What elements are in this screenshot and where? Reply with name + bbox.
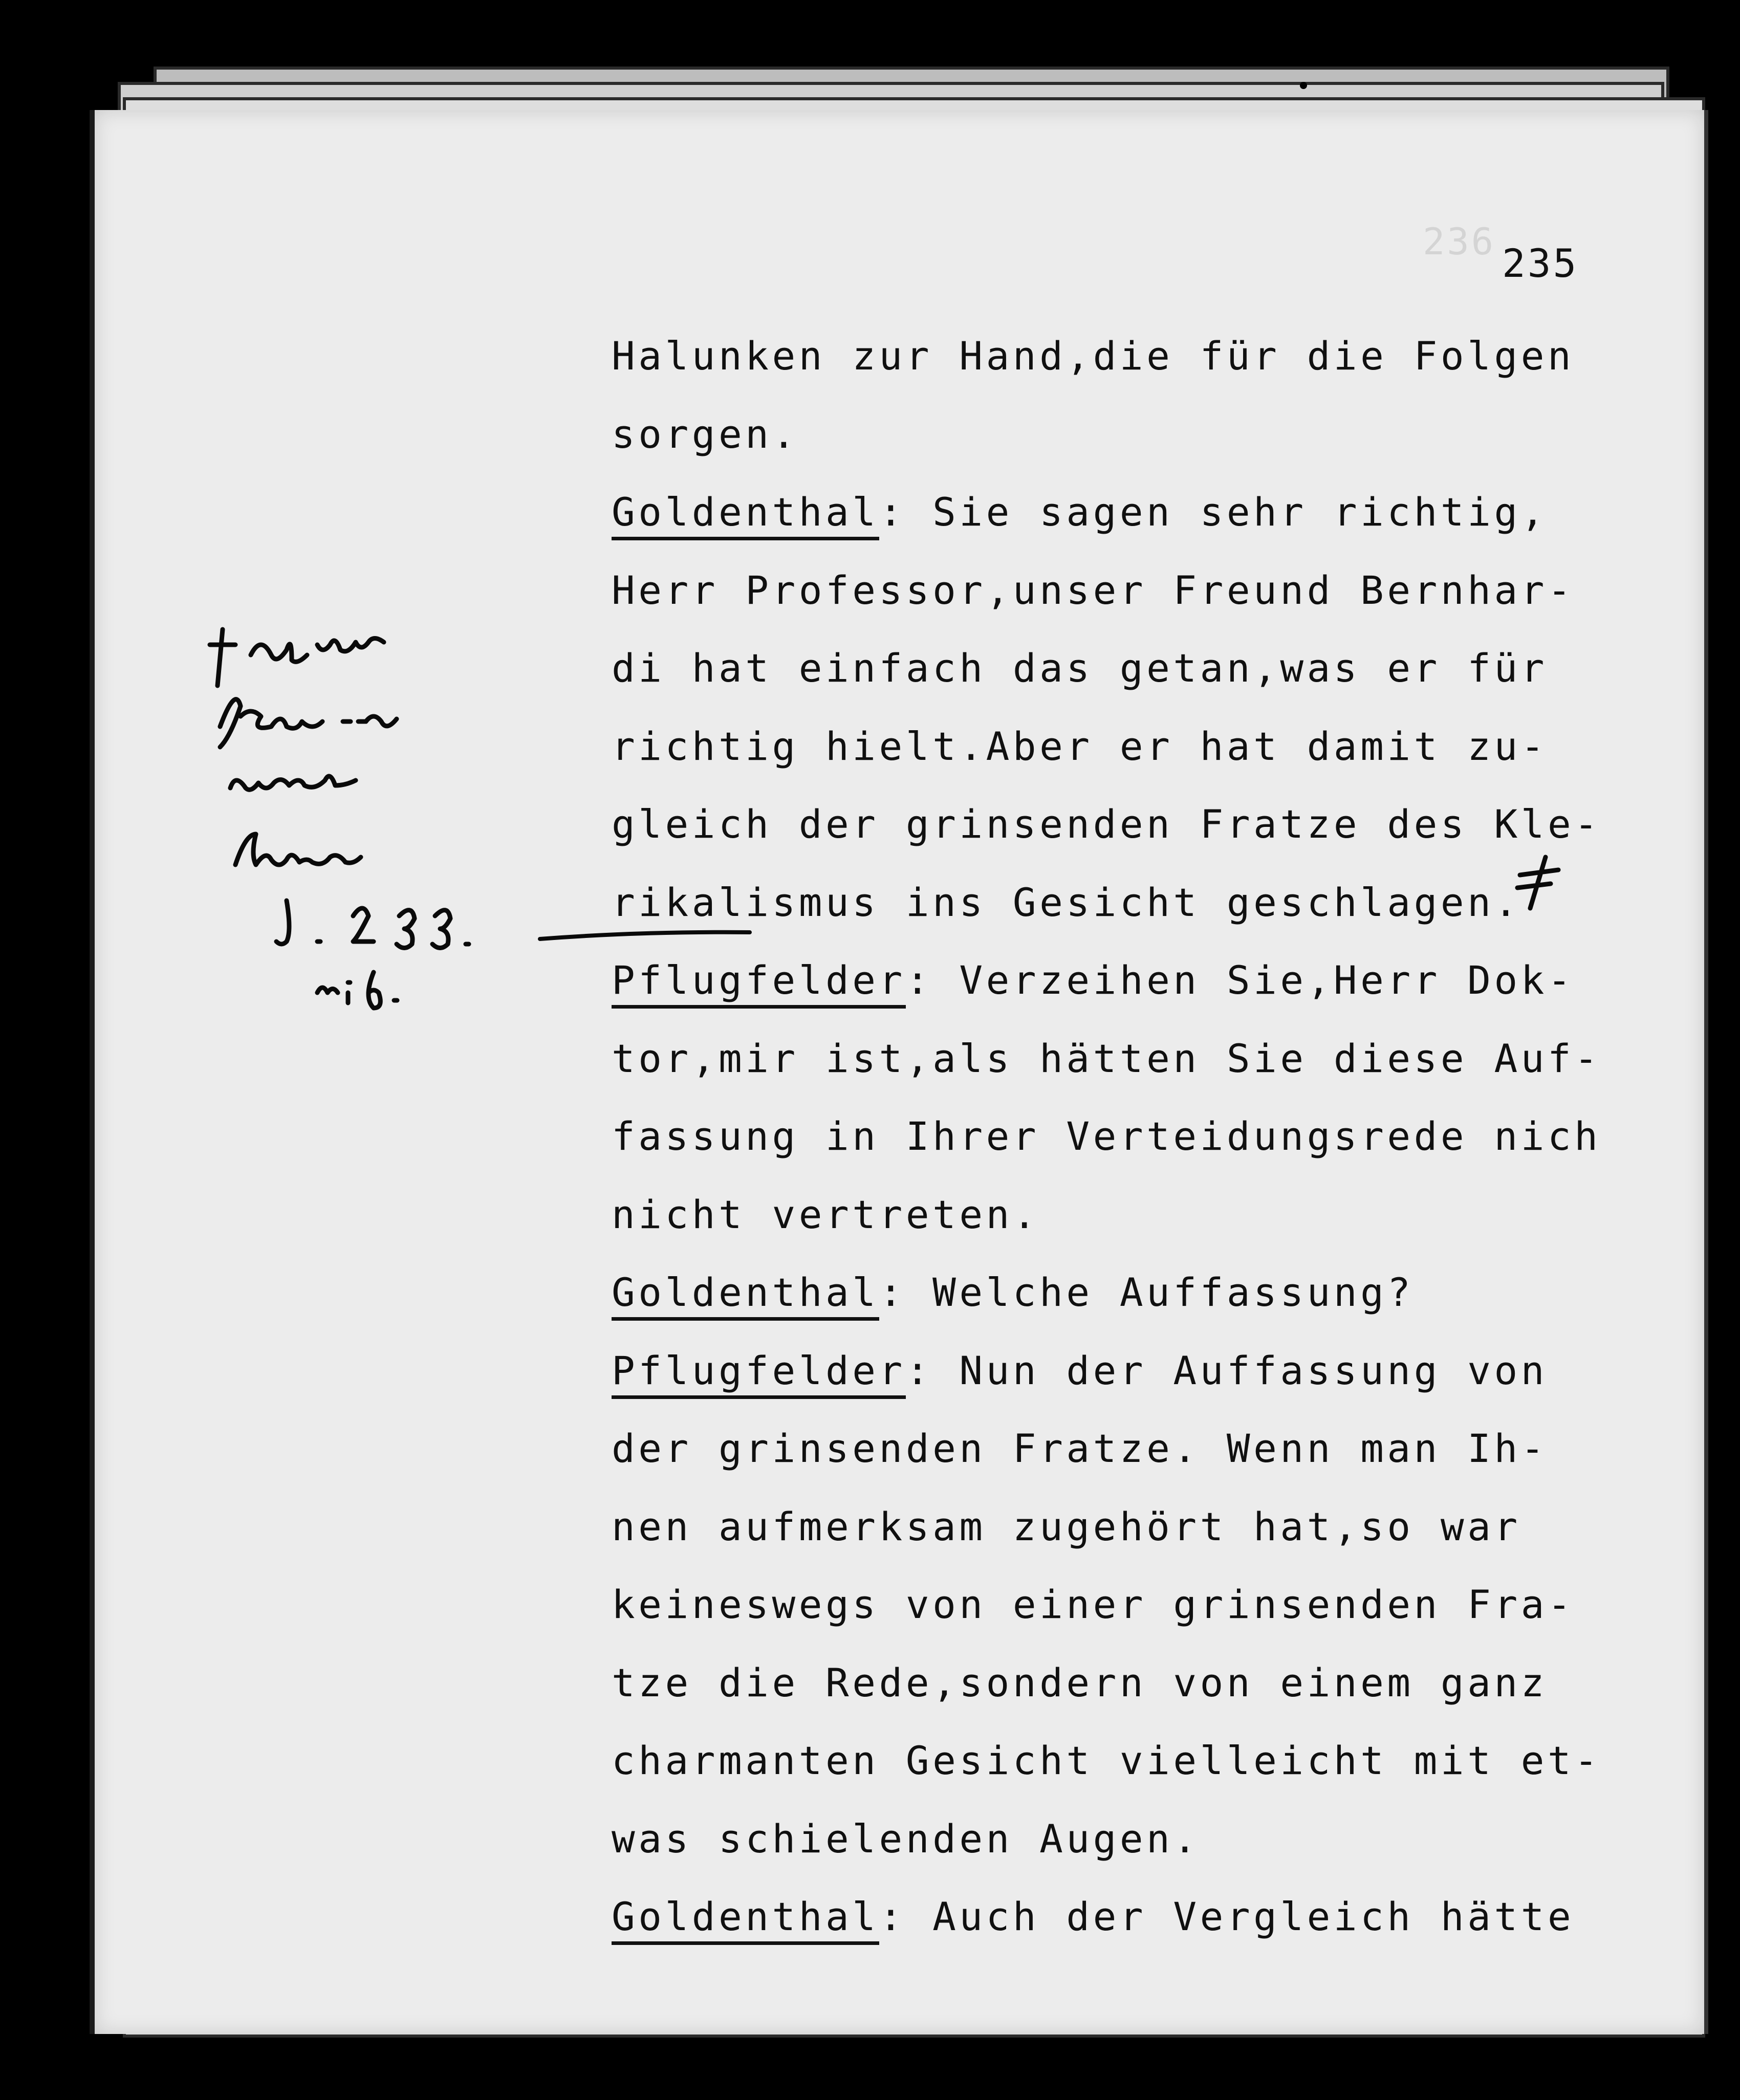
text-line	[612, 785, 1635, 864]
line-text: richtig hielt.Aber er hat damit zu-	[612, 723, 1548, 769]
text-line	[612, 1254, 1635, 1332]
handwriting-icon	[200, 624, 558, 1085]
text-line	[612, 473, 1635, 552]
text-line	[612, 1098, 1635, 1176]
text-line	[612, 1566, 1635, 1644]
text-line	[612, 396, 1635, 474]
page-number: 235	[1502, 240, 1579, 286]
line-text: keineswegs von einer grinsenden Fra-	[612, 1582, 1575, 1627]
text-line	[612, 864, 1635, 942]
line-text: : Verzeihen Sie,Herr Dok-	[905, 957, 1575, 1003]
bleed-through-page-number: 236	[1423, 220, 1496, 263]
text-line	[612, 942, 1635, 1020]
text-line	[612, 1878, 1635, 1956]
speaker-name: Goldenthal	[612, 1270, 879, 1321]
text-line	[612, 1020, 1635, 1098]
line-text: der grinsenden Fratze. Wenn man Ih-	[612, 1426, 1548, 1471]
text-line	[612, 552, 1635, 630]
text-line	[612, 629, 1635, 708]
speaker-name: Goldenthal	[612, 489, 879, 540]
typed-text-body	[612, 317, 1635, 1956]
line-text: tor,mir ist,als hätten Sie diese Auf-	[612, 1035, 1601, 1081]
line-text: Herr Professor,unser Freund Bernhar-	[612, 567, 1575, 613]
text-line	[612, 1644, 1635, 1722]
speaker-name: Pflugfelder	[612, 957, 906, 1009]
text-line	[612, 317, 1635, 396]
line-text: : Welche Auffassung?	[879, 1270, 1414, 1315]
handwritten-margin-note	[200, 624, 558, 1085]
line-text: gleich der grinsenden Fratze des Kle-	[612, 801, 1601, 847]
text-line	[612, 1332, 1635, 1410]
speaker-name: Pflugfelder	[612, 1348, 906, 1399]
line-text: fassung in Ihrer Verteidungsrede nich	[612, 1113, 1601, 1159]
line-text: charmanten Gesicht vielleicht mit et-	[612, 1738, 1601, 1783]
line-text: : Auch der Vergleich hätte	[879, 1894, 1575, 1939]
line-text: nicht vertreten.	[612, 1191, 1040, 1237]
edge-mark	[1300, 82, 1307, 89]
line-text: tze die Rede,sondern von einem ganz	[612, 1659, 1548, 1705]
connector-line-icon	[537, 926, 752, 947]
cross-mark-icon	[1510, 852, 1566, 913]
line-text: di hat einfach das getan,was er für	[612, 645, 1548, 691]
line-text: rikalismus ins Gesicht geschlagen.	[612, 879, 1521, 925]
text-line	[612, 708, 1635, 786]
text-line	[612, 1410, 1635, 1488]
line-text: : Sie sagen sehr richtig,	[879, 489, 1548, 535]
line-text: sorgen.	[612, 411, 799, 457]
speaker-name: Goldenthal	[612, 1894, 879, 1945]
line-text: : Nun der Auffassung von	[905, 1347, 1548, 1393]
text-line	[612, 1176, 1635, 1254]
line-text: was schielenden Augen.	[612, 1815, 1200, 1862]
line-text: Halunken zur Hand,die für die Folgen	[612, 333, 1575, 379]
text-line	[612, 1722, 1635, 1800]
line-text: nen aufmerksam zugehört hat,so war	[612, 1503, 1521, 1549]
text-line	[612, 1488, 1635, 1566]
text-line	[612, 1800, 1635, 1878]
